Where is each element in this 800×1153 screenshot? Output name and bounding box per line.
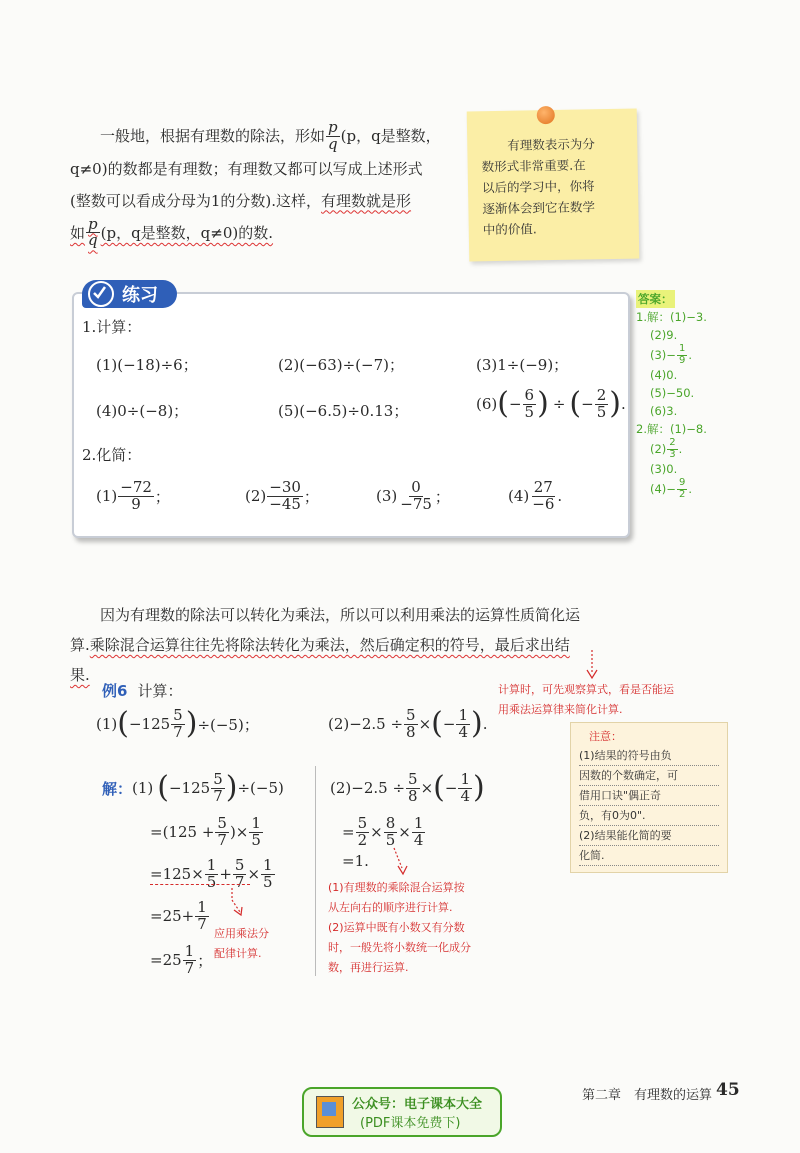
intro-line2: q≠0)的数都是有理数；有理数又都可以写成上述形式 bbox=[70, 159, 423, 178]
arrow-icon bbox=[584, 650, 600, 682]
answer-line: (4)0. bbox=[650, 368, 678, 382]
example-label: 例6 bbox=[102, 682, 128, 700]
solution-1-step3: =125× $\frac{1}{5}$ + $\frac{5}{7}$ × $\frac{1}{5}$ bbox=[150, 856, 273, 891]
note-line: 中的价值. bbox=[482, 221, 537, 238]
q2-item-2: (2) $\frac{-30}{-45}$ ； bbox=[245, 478, 319, 513]
attention-line: 化简. bbox=[579, 846, 719, 866]
intro-line1b: (p，q是整数， bbox=[340, 127, 441, 146]
para-line2a: 算. bbox=[70, 636, 90, 654]
attention-line: 因数的个数确定，可 bbox=[579, 766, 719, 786]
attention-line: (1)结果的符号由负 bbox=[579, 746, 719, 766]
solution-1-head: 解： (1) ( −125 $\frac{5}{7}$ ) ÷(−5) bbox=[102, 770, 284, 806]
book-icon bbox=[316, 1096, 344, 1128]
answer-line: (5)−50. bbox=[650, 386, 695, 400]
fraction-p-q-2: $\frac{p}{q}$ bbox=[88, 214, 98, 250]
main-paragraph bbox=[70, 600, 650, 690]
q1-item-2: (2)(−63)÷(−7)； bbox=[278, 356, 404, 374]
intro-line1a: 一般地，根据有理数的除法，形如 bbox=[100, 127, 326, 146]
intro-line4a: 如 bbox=[70, 223, 86, 242]
frac-2-5: $\frac{2}{5}$ bbox=[596, 386, 607, 421]
solution-2-head: (2)−2.5 ÷ $\frac{5}{8}$ × ( − $\frac{1}{4}$ ) bbox=[330, 770, 485, 806]
solution-1-step5: =25 $\frac{1}{7}$ ； bbox=[150, 942, 213, 977]
example-heading bbox=[102, 680, 182, 701]
para-line1: 因为有理数的除法可以转化为乘法，所以可以利用乘法的运算性质简化运 bbox=[100, 606, 581, 624]
answer-line: 1.解：(1)−3. bbox=[636, 310, 707, 324]
answers-column bbox=[636, 290, 746, 500]
page-number: 45 bbox=[716, 1080, 740, 1100]
solution-divider bbox=[315, 766, 316, 976]
note-line: 以后的学习中，你将 bbox=[481, 178, 595, 196]
observe-line: 计算时，可先观察算式，看是否能运 bbox=[498, 683, 674, 696]
q1-item-4: (4)0÷(−8)； bbox=[96, 402, 189, 420]
distributive-note: 应用乘法分 配律计算. bbox=[214, 927, 269, 960]
attention-box bbox=[570, 722, 728, 873]
watermark-badge bbox=[302, 1087, 502, 1137]
badge-line1: 公众号：电子课本大全 bbox=[352, 1097, 483, 1112]
solution-1-step4: =25+ $\frac{1}{7}$ bbox=[150, 898, 207, 933]
note-line: 数形式非常重要.在 bbox=[481, 157, 586, 175]
intro-paragraph bbox=[70, 120, 465, 249]
pencil-circle-icon bbox=[88, 281, 114, 307]
attention-line: 借用口诀"偶正奇 bbox=[579, 786, 719, 806]
intro-line4b: (p，q是整数，q≠0)的数. bbox=[100, 223, 274, 242]
arrow-icon bbox=[392, 846, 414, 882]
observe-note bbox=[498, 680, 728, 720]
answer-line: (2)9. bbox=[650, 328, 678, 342]
q2-item-1: (1) $\frac{-72}{9}$ ； bbox=[96, 478, 170, 513]
distributive-underline bbox=[150, 884, 250, 885]
chapter-label: 第二章 有理数的运算 bbox=[582, 1088, 713, 1103]
note-line: 有理数表示为分 bbox=[507, 136, 595, 153]
solution-2-step1: = $\frac{5}{2}$ × $\frac{8}{5}$ × $\frac{1}{4}$ bbox=[342, 814, 424, 849]
solution-1-step2: =(125 + $\frac{5}{7}$ )× $\frac{1}{5}$ bbox=[150, 814, 261, 849]
answers-title: 答案： bbox=[638, 292, 673, 306]
attention-line: 负，有0为0". bbox=[579, 806, 719, 826]
attention-title: 注意： bbox=[589, 730, 622, 743]
answer-line: (6)3. bbox=[650, 404, 678, 418]
arrow-icon bbox=[228, 888, 248, 922]
solution-2-step2: =1. bbox=[342, 852, 369, 870]
exercise-header bbox=[82, 280, 177, 308]
observe-line: 用乘法运算律来简化计算. bbox=[498, 703, 623, 716]
intro-line3b: 有理数就是形 bbox=[321, 191, 412, 210]
q1-title: 1.计算： bbox=[82, 318, 142, 336]
answer-line: (3)0. bbox=[650, 462, 678, 476]
note-line: 逐渐体会到它在数学 bbox=[482, 199, 596, 217]
answer-line: (3)− $\frac{1}{9}$ . bbox=[650, 343, 692, 366]
frac-6-5: $\frac{6}{5}$ bbox=[524, 386, 535, 421]
exercise-title: 练习 bbox=[122, 285, 158, 306]
example-title: 计算： bbox=[137, 682, 183, 700]
intro-line3a: (整数可以看成分母为1的分数).这样， bbox=[70, 191, 322, 210]
answer-line: 2.解：(1)−8. bbox=[636, 422, 707, 436]
q1-item-3: (3)1÷(−9)； bbox=[476, 356, 569, 374]
q2-item-4: (4) $\frac{27}{-6}$ . bbox=[508, 478, 563, 513]
q2-item-3: (3) $\frac{0}{-75}$ ； bbox=[376, 478, 450, 513]
sticky-note bbox=[467, 109, 640, 262]
solution-label: 解： bbox=[102, 779, 133, 798]
badge-line2: (PDF课本免费下) bbox=[360, 1116, 461, 1131]
mixed-operation-note: (1)有理数的乘除混合运算按 从左向右的顺序进行计算. (2)运算中既有小数又有分数 时，一般先将小数统一化成分 数，再进行运算. bbox=[328, 881, 471, 974]
example-problem-2: (2)−2.5 ÷ $\frac{5}{8}$ × ( − $\frac{1}{4}$ ) . bbox=[328, 706, 488, 742]
example-problem-1: (1) ( −125 $\frac{5}{7}$ ) ÷(−5)； bbox=[96, 706, 259, 742]
answer-line: (4)− $\frac{9}{2}$ . bbox=[650, 477, 692, 500]
q2-title: 2.化简： bbox=[82, 446, 142, 464]
answer-line: (2) $\frac{2}{3}$ . bbox=[650, 437, 683, 460]
q1-item-5: (5)(−6.5)÷0.13； bbox=[278, 402, 409, 420]
attention-line: (2)结果能化简的要 bbox=[579, 826, 719, 846]
fraction-p-q: $\frac{p}{q}$ bbox=[328, 118, 338, 153]
q1-item-6: (6) ( − $\frac{6}{5}$ ) ÷ ( − $\frac{2}{5}$ ) . bbox=[476, 386, 626, 422]
para-line2b: 乘除混合运算往往先将除法转化为乘法，然后确定积的符号，最后求出结 bbox=[89, 636, 570, 654]
para-line3: 果. bbox=[70, 666, 90, 684]
q1-item-1: (1)(−18)÷6； bbox=[96, 356, 198, 374]
